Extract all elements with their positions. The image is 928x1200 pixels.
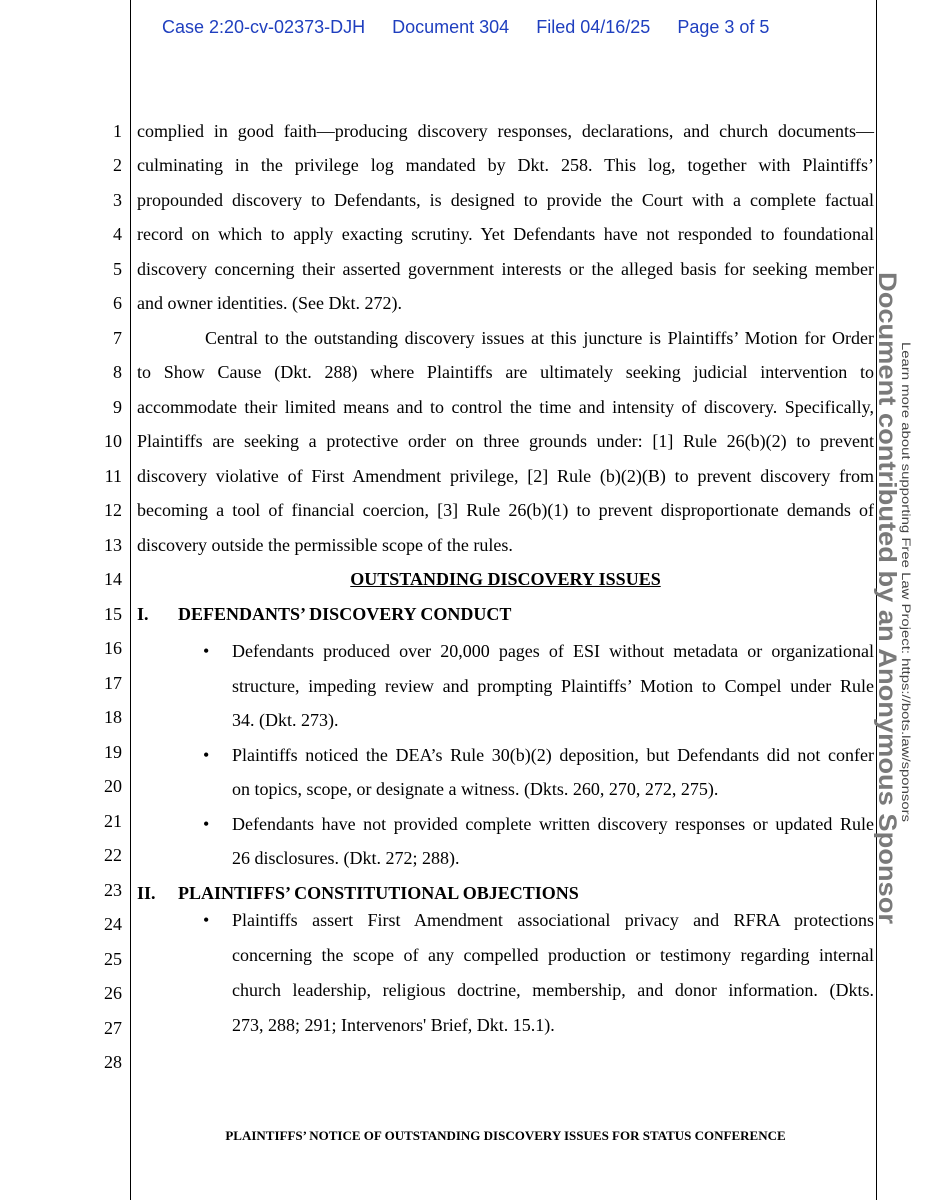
line-number: 18 [104, 707, 122, 727]
bullet-line: Defendants have not provided complete written discovery responses or updated Rule [232, 814, 874, 834]
line-number: 20 [104, 776, 122, 796]
bullet-line: 273, 288; 291; Intervenors' Brief, Dkt. 15.1). [232, 1015, 555, 1035]
body-line: discovery outside the permissible scope of the rules. [137, 535, 513, 555]
section-title: PLAINTIFFS’ CONSTITUTIONAL OBJECTIONS [178, 883, 579, 903]
bullet-line: church leadership, religious doctrine, membership, and donor information. (Dkts. [232, 980, 874, 1000]
watermark-main-text: Document contributed by an Anonymous Sponsor [873, 272, 901, 870]
case-number: Case 2:20-cv-02373-DJH [162, 17, 366, 37]
line-number: 19 [104, 742, 122, 762]
bullet-line: Defendants produced over 20,000 pages of ESI without metadata or organizational [232, 641, 874, 661]
ecf-filing-header [162, 17, 791, 38]
body-line: Central to the outstanding discovery issues at this juncture is Plaintiffs’ Motion for Order [205, 328, 874, 348]
bullet-glyph: • [203, 641, 210, 661]
line-number: 5 [113, 259, 122, 279]
line-number: 17 [104, 673, 122, 693]
bullet-line: Plaintiffs assert First Amendment associational privacy and RFRA protections [232, 910, 874, 930]
line-number: 27 [104, 1018, 122, 1038]
bullet-line: concerning the scope of any compelled production or testimony regarding internal [232, 945, 874, 965]
body-line: complied in good faith—producing discovery responses, declarations, and church documents— [137, 121, 874, 141]
line-number: 14 [104, 569, 122, 589]
body-line: to Show Cause (Dkt. 288) where Plaintiffs are ultimately seeking judicial intervention to [137, 362, 874, 382]
line-number: 15 [104, 604, 122, 624]
line-number: 12 [104, 500, 122, 520]
line-number: 16 [104, 638, 122, 658]
line-number: 11 [104, 466, 122, 486]
body-line: propounded discovery to Defendants, is designed to provide the Court with a complete factual [137, 190, 874, 210]
line-number: 26 [104, 983, 122, 1003]
sponsor-watermark [870, 272, 915, 924]
line-number: 1 [113, 121, 122, 141]
section-number: II. [137, 883, 156, 903]
bullet-glyph: • [203, 910, 210, 930]
line-number: 2 [113, 155, 122, 175]
body-line: discovery violative of First Amendment privilege, [2] Rule (b)(2)(B) to prevent discovery from [137, 466, 874, 486]
body-line: and owner identities. (See Dkt. 272). [137, 293, 402, 313]
left-margin-rule [130, 0, 131, 1200]
bullet-glyph: • [203, 745, 210, 765]
body-line: Plaintiffs are seeking a protective order on three grounds under: [1] Rule 26(b)(2) to prevent [137, 431, 874, 451]
body-line: culminating in the privilege log mandated by Dkt. 258. This log, together with Plaintiffs’ [137, 155, 874, 175]
line-number: 28 [104, 1052, 122, 1072]
line-number: 8 [113, 362, 122, 382]
document-footer-title: PLAINTIFFS’ NOTICE OF OUTSTANDING DISCOVERY ISSUES FOR STATUS CONFERENCE [225, 1128, 786, 1143]
line-number: 6 [113, 293, 122, 313]
section-number: I. [137, 604, 149, 624]
line-number: 3 [113, 190, 122, 210]
line-number: 21 [104, 811, 122, 831]
bullet-line: on topics, scope, or designate a witness. (Dkts. 260, 270, 272, 275). [232, 779, 719, 799]
bullet-line: 34. (Dkt. 273). [232, 710, 339, 730]
body-line: discovery concerning their asserted government interests or the alleged basis for seeking member [137, 259, 874, 279]
filed-date: Filed 04/16/25 [536, 17, 651, 37]
line-number: 4 [113, 224, 122, 244]
line-number: 22 [104, 845, 122, 865]
line-number: 9 [113, 397, 122, 417]
body-line: accommodate their limited means and to control the time and intensity of discovery. Specifically, [137, 397, 874, 417]
bullet-glyph: • [203, 814, 210, 834]
bullet-line: Plaintiffs noticed the DEA’s Rule 30(b)(2) deposition, but Defendants did not confer [232, 745, 874, 765]
body-line: becoming a tool of financial coercion, [3] Rule 26(b)(1) to prevent disproportionate demands of [137, 500, 874, 520]
line-number: 7 [113, 328, 122, 348]
line-number: 25 [104, 949, 122, 969]
line-number: 23 [104, 880, 122, 900]
watermark-link-text[interactable]: Learn more about supporting Free Law Project: https://bots.law/sponsors [899, 342, 913, 729]
section-title: DEFENDANTS’ DISCOVERY CONDUCT [178, 604, 512, 624]
line-number: 24 [104, 914, 122, 934]
line-number: 10 [104, 431, 122, 451]
bullet-line: 26 disclosures. (Dkt. 272; 288). [232, 848, 460, 868]
line-number: 13 [104, 535, 122, 555]
body-line: record on which to apply exacting scrutiny. Yet Defendants have not responded to foundational [137, 224, 874, 244]
bullet-line: structure, impeding review and prompting Plaintiffs’ Motion to Compel under Rule [232, 676, 874, 696]
page-indicator: Page 3 of 5 [677, 17, 770, 37]
document-number: Document 304 [392, 17, 510, 37]
section-heading: OUTSTANDING DISCOVERY ISSUES [350, 569, 661, 589]
